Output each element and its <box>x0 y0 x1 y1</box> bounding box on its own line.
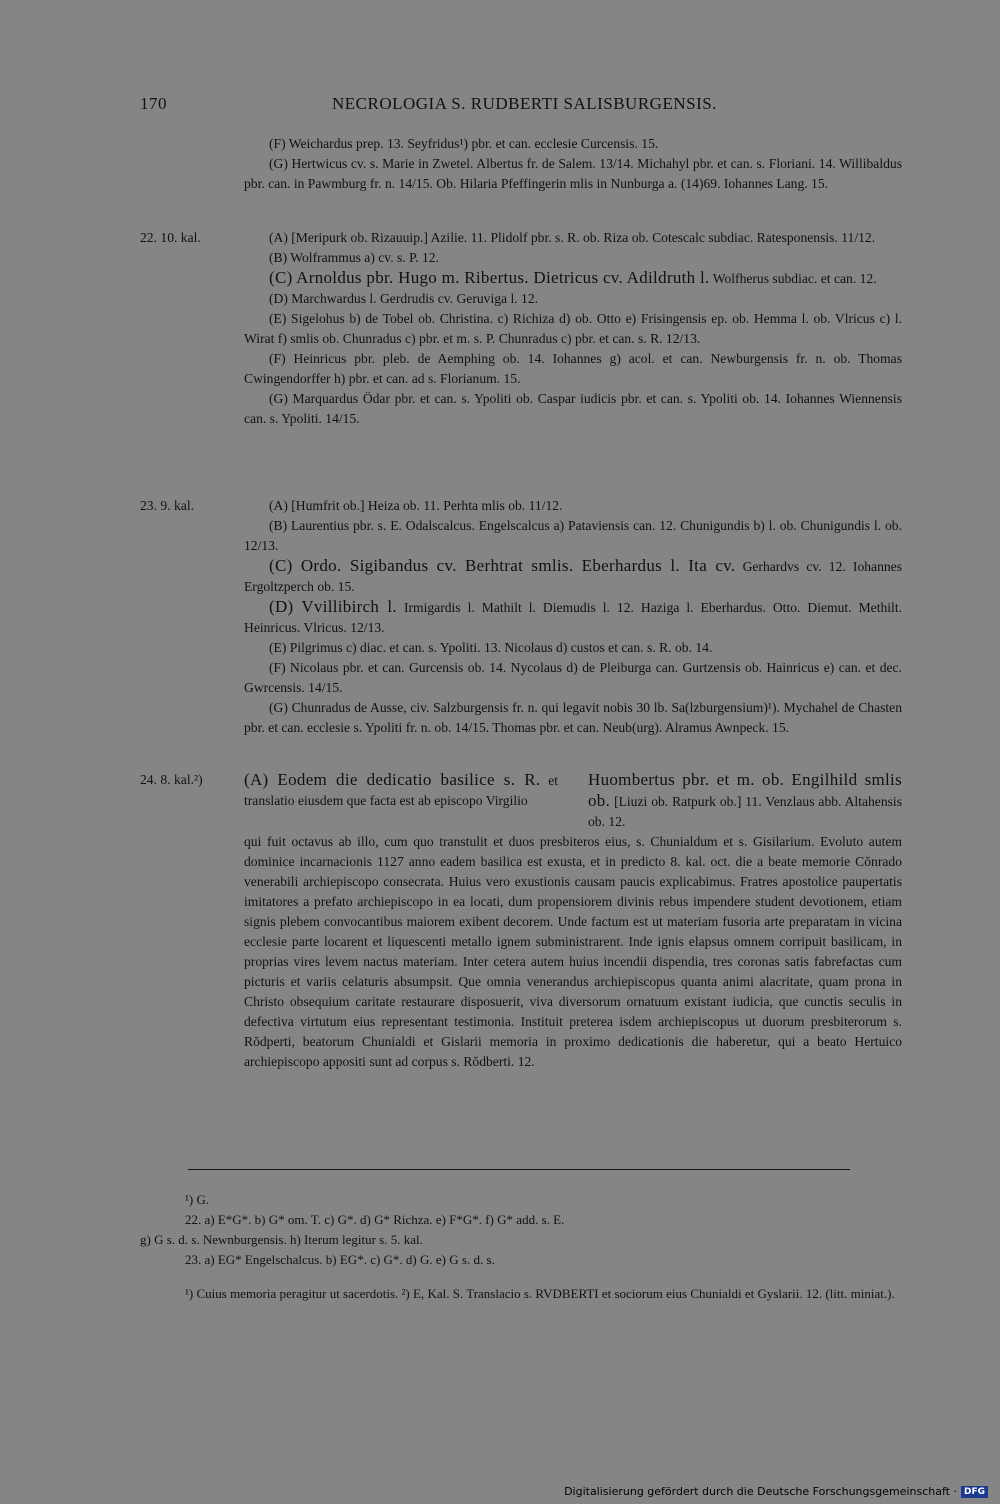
entry-line-c-large: (C) Arnoldus pbr. Hugo m. Ribertus. Dietricus cv. Adildruth l. <box>269 268 710 287</box>
intro-entries <box>140 134 902 194</box>
footnote-22a: 22. a) E*G*. b) G* om. T. c) G*. d) G* Richza. e) F*G*. f) G* add. s. E. <box>185 1212 565 1227</box>
entry-line-g: (G) Marquardus Ödar pbr. et can. s. Ypoliti ob. Caspar iudicis pbr. et can. s. Ypoliti ob. 14. Iohannes Wiennensis can. s. Ypoliti. 14/15. <box>244 391 902 426</box>
footnote-divider <box>188 1169 850 1170</box>
entry-24-left-large: (A) Eodem die dedicatio basilice s. R. <box>244 770 541 789</box>
entry-line-a: (A) [Humfrit ob.] Heiza ob. 11. Perhta mlis ob. 11/12. <box>269 498 563 513</box>
credit-text: Digitalisierung gefördert durch die Deutsche Forschungsgemeinschaft · <box>564 1485 957 1498</box>
entry-24-narrative: qui fuit octavus ab illo, cum quo transtulit et duos presbiteros eius, s. Chunialdum et s. Gisilarium. Evoluto autem dominice incarnacionis 1127 anno eadem basilica est exusta, et in predicto 8. kal. oct. die a beate memorie Cŏnrado venerabili archiepiscopo consecrata. Huius vero exustionis causam paucis explicabimus. Fratres apostolice paupertatis imitatores a prefato archiepiscopo in ea locati, dum propensiorem divinis rebus impendere student devotionem, etiam signis plebem convocantibus maiorem exibent decorem. Unde factum est ut materiam fusoria arte preparatam in vicina ecclesie parte locarent et liquescenti metallo ignem subministrarent. Inde ignis elapsus omnem corripuit basilicam, in proprias vires levem nactus materiam. Inter cetera autem huius incendii dispendia, tres coronas satis fabrefactas cum picturis et variis celaturis absumpsit. Que omnia venerandus archiepiscopus quanta animi alacritate, quam prona in Christo obsequium caritate restaurare disposuerit, viva diversorum ornatuum existant iudicia, que cunctis seculis in defectiva virtutum eius representant testimonia. Instituit preterea isdem archiepiscopus ut duorum presbiterorum s. Rŏdperti, beatorum Chunialdi et Gislarii memoria in proximo dedicationis die haberetur, qui a beato Hertuico archiepiscopo appositi sunt ad corpus s. Rŏdberti. 12. <box>244 834 902 1069</box>
entry-24-left-rest: et translatio eiusdem que facta est ab episcopo Virgilio <box>244 773 558 808</box>
entry-line-d-rest: Irmigardis l. Mathilt l. Diemudis l. 12. Haziga l. Eberhardus. Otto. Diemut. Methilt. Heinricus. Vlricus. 12/13. <box>244 600 902 635</box>
entry-line-d <box>244 597 902 638</box>
footnote-22b: g) G s. d. s. Newnburgensis. h) Iterum legitur s. 5. kal. <box>140 1232 423 1247</box>
footnote-notes: ¹) Cuius memoria peragitur ut sacerdotis. ²) E, Kal. S. Translacio s. RVDBERTI et sociorum eius Chunialdi et Gyslarii. 12. (litt. miniat.). <box>185 1286 895 1301</box>
intro-line-f: (F) Weichardus prep. 13. Seyfridus¹) pbr. et can. ecclesie Curcensis. 15. <box>269 136 659 151</box>
entry-line-c-rest: Wolfherus subdiac. et can. 12. <box>712 271 877 286</box>
entry-22 <box>140 228 902 429</box>
entry-24-right-large: Huombertus pbr. et m. ob. Engilhild smlis ob. <box>588 770 902 810</box>
footnote-1: ¹) G. <box>185 1192 210 1207</box>
entry-line-f: (F) Heinricus pbr. pleb. de Aemphing ob. 14. Iohannes g) acol. et can. Newburgensis fr. n. ob. Thomas Cwingendorffer h) pbr. et can. ad s. Florianum. 15. <box>244 351 902 386</box>
entry-line-e: (E) Pilgrimus c) diac. et can. s. Ypoliti. 13. Nicolaus d) custos et can. s. R. ob. 14. <box>269 640 713 655</box>
entry-date: 23. 9. kal. <box>140 498 194 513</box>
digitization-credit <box>564 1485 988 1498</box>
entry-line-a: (A) [Meripurk ob. Rizauuip.] Azilie. 11. Plidolf pbr. s. R. ob. Riza ob. Cotescalc subdiac. Ratesponensis. 11/12. <box>269 230 876 245</box>
entry-line-b: (B) Laurentius pbr. s. E. Odalscalcus. Engelscalcus a) Pataviensis can. 12. Chunigundis b) l. ob. Chunigundis l. ob. 12/13. <box>244 518 902 553</box>
entry-line-g: (G) Chunradus de Ausse, civ. Salzburgensis fr. n. qui legavit nobis 30 lb. Sa(lzburgensium)¹). Mychahel de Chasten pbr. et can. ecclesie s. Ypoliti fr. n. ob. 14/15. Thomas pbr. et can. Neub(urg). Alramus Awnpeck. 15. <box>244 700 902 735</box>
entry-line-c <box>244 556 902 597</box>
dfg-logo: DFG <box>961 1486 988 1498</box>
intro-line-g: (G) Hertwicus cv. s. Marie in Zwetel. Albertus fr. de Salem. 13/14. Michahyl pbr. et can. s. Floriani. 14. Willibaldus pbr. can. in Pawmburg fr. n. 14/15. Ob. Hilaria Pfeffingerin mlis in Nunburga a. (14)69. Iohannes Lang. 15. <box>244 156 902 191</box>
entry-line-f: (F) Nicolaus pbr. et can. Gurcensis ob. 14. Nycolaus d) de Pleiburga can. Gurtzensis ob. Hainricus e) can. et dec. Gwrcensis. 14/15. <box>244 660 902 695</box>
entry-24-right-rest: [Liuzi ob. Ratpurk ob.] 11. Venzlaus abb. Altahensis ob. 12. <box>588 794 902 829</box>
entry-date: 24. 8. kal.²) <box>140 772 203 787</box>
entry-line-c <box>244 268 902 289</box>
entry-line-c-large: (C) Ordo. Sigibandus cv. Berhtrat smlis. Eberhardus l. Ita cv. <box>269 556 736 575</box>
entry-24-left-column <box>244 770 558 832</box>
entry-24-right-column <box>588 770 902 832</box>
entry-24 <box>140 770 902 1072</box>
entry-line-c-rest: Gerhardvs cv. 12. Iohannes Ergoltzperch ob. 15. <box>244 559 902 594</box>
footnote-23: 23. a) EG* Engelschalcus. b) EG*. c) G*. d) G. e) G s. d. s. <box>185 1252 495 1267</box>
page-title: NECROLOGIA S. RUDBERTI SALISBURGENSIS. <box>332 94 717 113</box>
entry-line-d: (D) Marchwardus l. Gerdrudis cv. Geruviga l. 12. <box>269 291 539 306</box>
entry-line-e: (E) Sigelohus b) de Tobel ob. Christina. c) Richiza d) ob. Otto e) Frisingensis ep. ob. Hemma l. ob. Vlricus c) l. Wirat f) smlis ob. Chunradus c) pbr. et m. s. P. Chunradus c) pbr. et can. s. R. 12/13. <box>244 311 902 346</box>
entry-line-d-large: (D) Vvillibirch l. <box>269 597 397 616</box>
entry-24-right-text <box>588 770 902 832</box>
footnotes <box>140 1190 902 1304</box>
entry-24-left-text <box>244 770 558 811</box>
page-number: 170 <box>140 94 167 113</box>
entry-24-columns <box>244 770 902 832</box>
entry-23 <box>140 496 902 738</box>
entry-date: 22. 10. kal. <box>140 230 201 245</box>
entry-line-b: (B) Wolframmus a) cv. s. P. 12. <box>269 250 439 265</box>
